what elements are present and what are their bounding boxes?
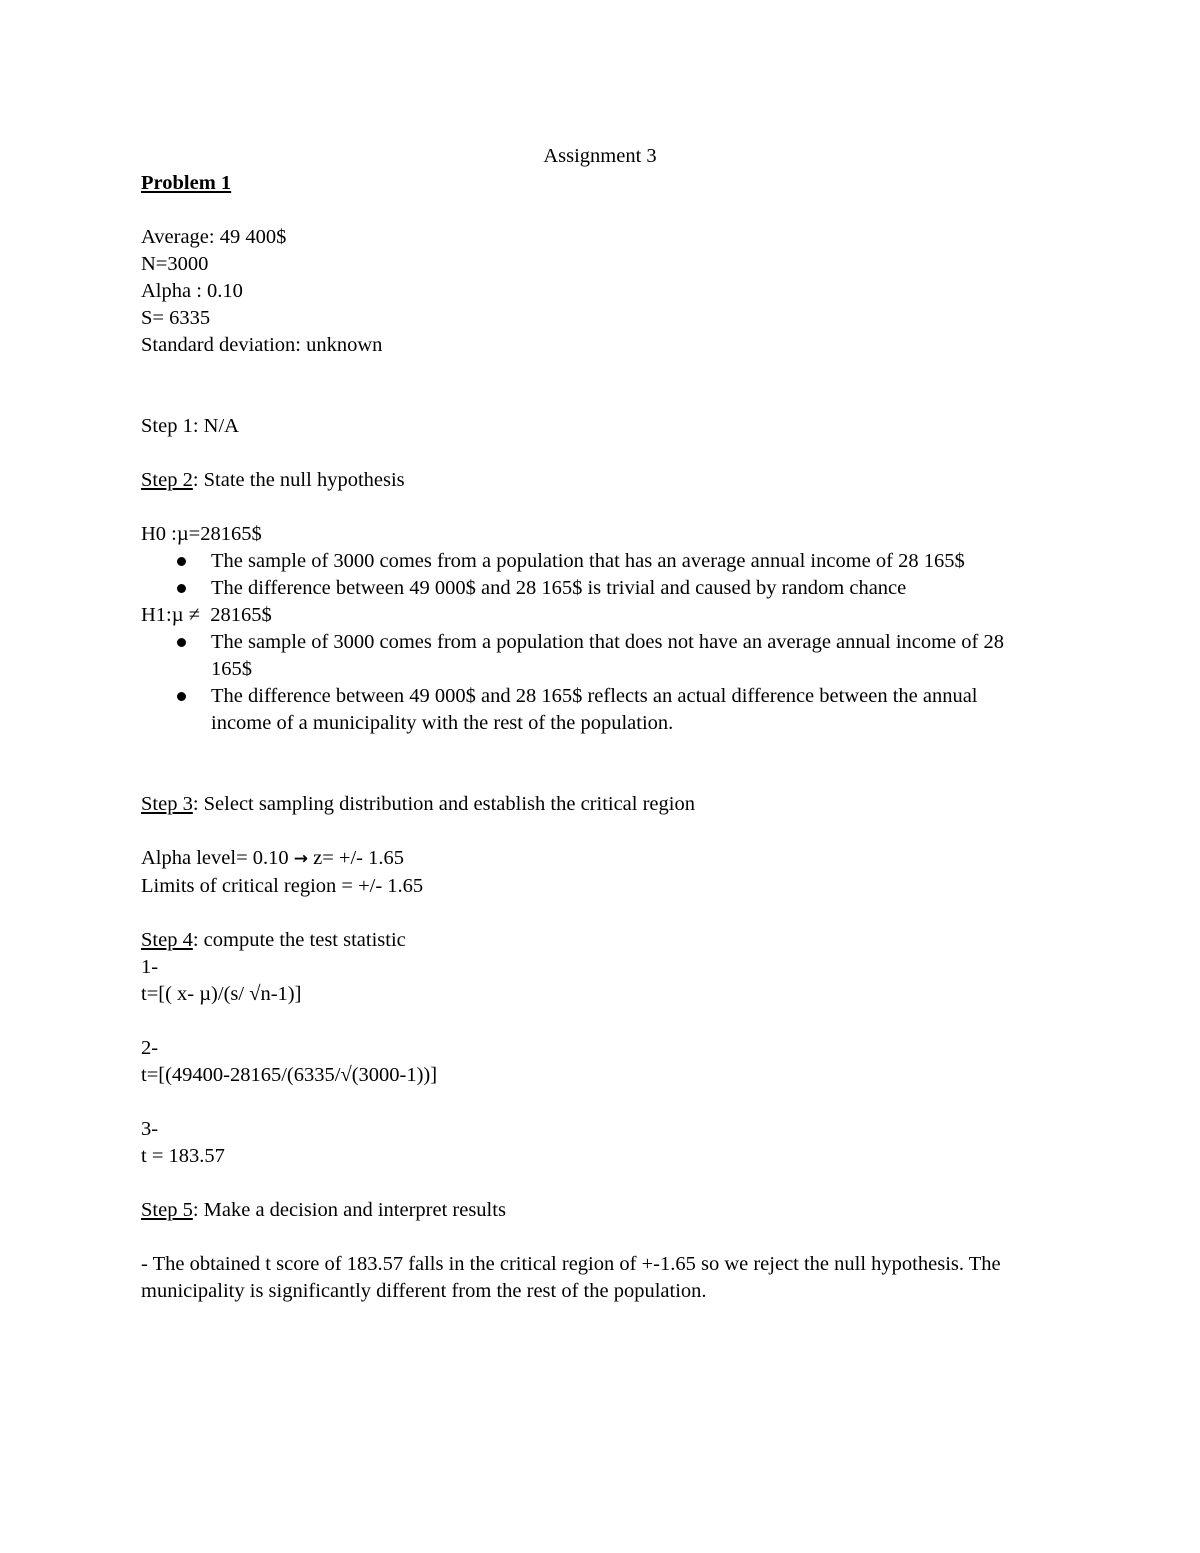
list-item [141, 629, 1041, 683]
step4-text: : compute the test statistic [192, 929, 406, 951]
h1-bullet-list [141, 629, 1041, 737]
h0-statement: H0 :µ=28165$ [141, 523, 262, 545]
spacer [141, 1089, 1041, 1116]
step5-text: : Make a decision and interpret results [192, 1199, 506, 1221]
spacer [141, 1008, 1041, 1035]
bullet-text: The difference between 49 000$ and 28 165$ is trivial and caused by random chance [211, 577, 907, 599]
spacer [141, 818, 1041, 845]
given-std-dev: Standard deviation: unknown [141, 334, 383, 356]
list-item [141, 575, 1041, 602]
given-s: S= 6335 [141, 307, 211, 329]
step2-label: Step 2 [141, 469, 193, 491]
step2-heading [141, 467, 1041, 494]
arrow-right-icon: → [293, 849, 308, 869]
alpha-level-text: Alpha level= 0.10 [141, 847, 294, 869]
document-title: Assignment 3 [543, 145, 657, 167]
step4-label: Step 4 [141, 929, 193, 951]
step1-text: Step 1: N/A [141, 415, 239, 437]
given-n: N=3000 [141, 253, 209, 275]
bullet-text: The difference between 49 000$ and 28 165$ reflects an actual difference between the annual income of a municipality with the rest of the population. [211, 685, 978, 734]
bullet-icon [177, 557, 186, 566]
problem-heading: Problem 1 [141, 172, 232, 194]
list-item [141, 683, 1041, 737]
step2-text: : State the null hypothesis [192, 469, 405, 491]
critical-region-limits: Limits of critical region = +/- 1.65 [141, 875, 424, 897]
spacer [141, 764, 1041, 791]
formula-substituted: t=[(49400-28165/(6335/√(3000-1))] [141, 1064, 438, 1086]
step4-number-2: 2- [141, 1037, 159, 1059]
z-value-text: z= +/- 1.65 [308, 847, 404, 869]
spacer [141, 386, 1041, 413]
step3-text: : Select sampling distribution and establish the critical region [192, 793, 695, 815]
list-item [141, 548, 1041, 575]
step3-label: Step 3 [141, 793, 193, 815]
h0-bullet-list [141, 548, 1041, 602]
bullet-text: The sample of 3000 comes from a population that does not have an average annual income of 28 165$ [211, 631, 1004, 680]
given-alpha: Alpha : 0.10 [141, 280, 243, 302]
bullet-icon [177, 692, 186, 701]
step3-heading [141, 791, 1041, 818]
conclusion-paragraph: - The obtained t score of 183.57 falls in the critical region of +-1.65 so we reject the null hypothesis. The municipality is significantly different from the rest of the population. [141, 1253, 1006, 1302]
step5-heading [141, 1197, 1041, 1224]
spacer [141, 900, 1041, 927]
document-body [141, 170, 1041, 1305]
spacer [141, 1170, 1041, 1197]
spacer [141, 197, 1041, 224]
spacer [141, 440, 1041, 467]
spacer [141, 737, 1041, 764]
alpha-level-line [141, 845, 1041, 873]
spacer [141, 494, 1041, 521]
step4-heading [141, 927, 1041, 954]
step4-number-1: 1- [141, 956, 159, 978]
spacer [141, 1224, 1041, 1251]
t-result: t = 183.57 [141, 1145, 225, 1167]
bullet-icon [177, 638, 186, 647]
formula-general: t=[( x- µ)/(s/ √n-1)] [141, 983, 302, 1005]
bullet-icon [177, 584, 186, 593]
step4-number-3: 3- [141, 1118, 159, 1140]
spacer [141, 359, 1041, 386]
bullet-text: The sample of 3000 comes from a population that has an average annual income of 28 165$ [211, 550, 965, 572]
h1-statement: H1:µ ≠ 28165$ [141, 604, 272, 626]
step5-label: Step 5 [141, 1199, 193, 1221]
given-average: Average: 49 400$ [141, 226, 287, 248]
